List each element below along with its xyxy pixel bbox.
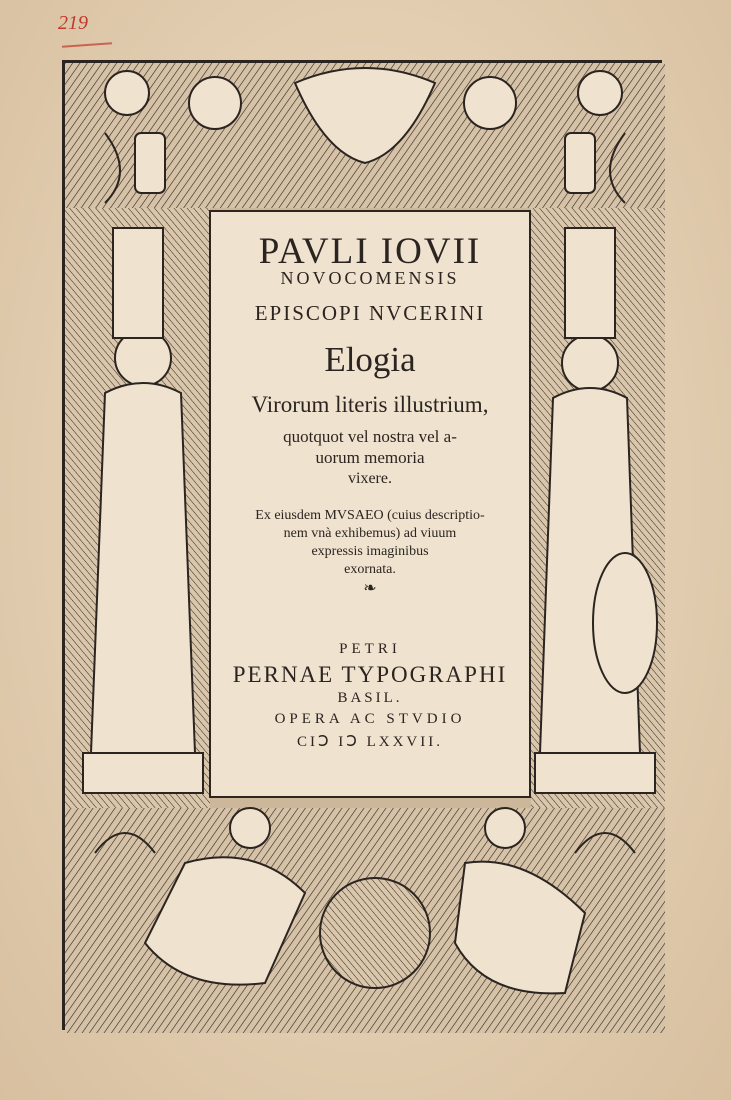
musaeo-line-2: nem vnà exhibemus) ad viuum — [283, 526, 457, 541]
imprint-date: CIↃ IↃ LXXVII. — [297, 734, 443, 750]
subtitle-line-2: uorum memoria — [315, 448, 425, 467]
subtitle-line-1: quotquot vel nostra vel a- — [283, 427, 457, 446]
title-panel — [209, 210, 531, 798]
subtitle-line-3: vixere. — [348, 470, 392, 487]
author-name: PAVLI IOVII — [258, 231, 482, 272]
book-title-line: Virorum literis illustrium, — [251, 392, 489, 417]
author-origin: NOVOCOMENSIS — [280, 268, 460, 288]
imprint-line-1: PETRI — [339, 641, 401, 657]
fleuron-ornament: ❧ — [363, 578, 377, 597]
author-office: EPISCOPI NVCERINI — [254, 301, 486, 325]
musaeo-line-4: exornata. — [344, 562, 396, 577]
annotation-underline — [62, 42, 112, 47]
woodcut-border — [62, 60, 662, 1030]
imprint-line-2: PERNAE TYPOGRAPHI — [232, 662, 508, 687]
imprint-line-4: OPERA AC STVDIO — [274, 711, 466, 727]
musaeo-line-1: Ex eiusdem MVSAEO (cuius descriptio- — [255, 508, 485, 523]
imprint-line-3: BASIL. — [337, 690, 403, 706]
shelfmark-annotation: 219 — [58, 12, 88, 34]
musaeo-line-3: expressis imaginibus — [311, 544, 429, 559]
book-title: Elogia — [324, 340, 416, 379]
